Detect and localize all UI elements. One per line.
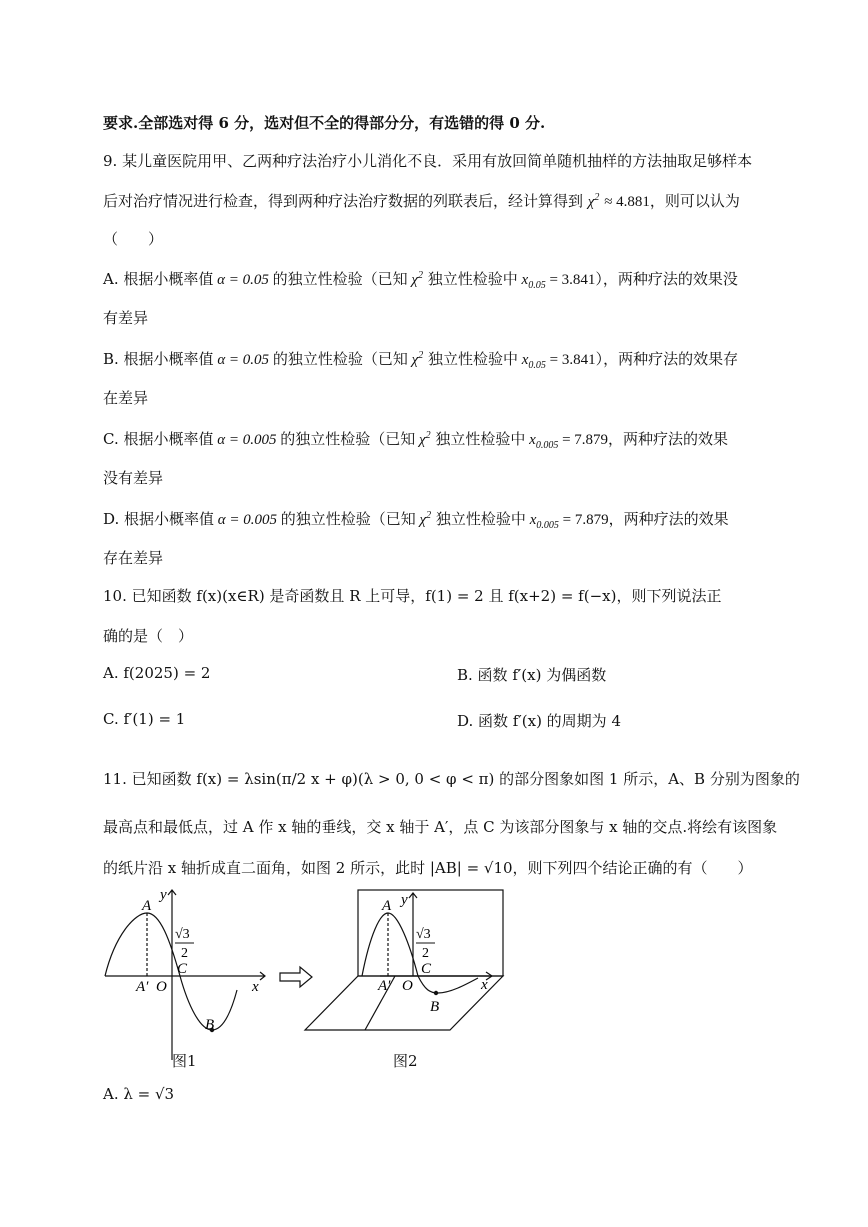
option-prefix: C. 根据小概率值 bbox=[103, 430, 214, 448]
q9-stem-line1: 9. 某儿童医院用甲、乙两种疗法治疗小儿消化不良．采用有放回简单随机抽样的方法抽取足够样本 bbox=[103, 152, 753, 170]
option-text: 的独立性检验（已知 bbox=[280, 430, 416, 448]
fig1-sine-curve bbox=[105, 913, 237, 1030]
q11-stem-line3: 的纸片沿 x 轴折成直二面角，如图 2 所示，此时 |AB| = √10，则下列四个结论正确的有（ ） bbox=[103, 859, 753, 877]
q9-stem-tail: ，则可以认为 bbox=[649, 192, 740, 210]
chi-square-symbol: $\chi^2$ bbox=[415, 430, 431, 448]
fig2-label-c: C bbox=[421, 961, 432, 977]
figure-2-caption: 图2 bbox=[393, 1052, 418, 1070]
alpha-value: α = 0.05 bbox=[213, 352, 273, 368]
option-text: 的独立性检验（已知 bbox=[280, 510, 416, 528]
option-prefix: A. 根据小概率值 bbox=[103, 270, 214, 288]
option-text: 独立性检验中 bbox=[431, 510, 526, 528]
fig2-point-b bbox=[434, 991, 438, 995]
option-text: ），两种疗法的效果存 bbox=[595, 350, 739, 368]
fig2-lower-curve bbox=[418, 976, 478, 993]
critical-symbol: $x_{0.05}$ bbox=[517, 352, 546, 371]
fig2-label-sqrt3: √3 bbox=[416, 927, 431, 942]
alpha-value: α = 0.005 bbox=[214, 512, 281, 528]
option-text: 的独立性检验（已知 bbox=[272, 350, 408, 368]
chi-square-symbol: $\chi^2$ bbox=[407, 270, 423, 288]
critical-value: = 3.841 bbox=[545, 272, 596, 288]
alpha-value: α = 0.005 bbox=[213, 432, 281, 448]
fig1-label-sqrt3: √3 bbox=[175, 927, 190, 942]
q9-answer-paren: （ ） bbox=[103, 230, 164, 248]
chi-square-value: ≈ 4.881 bbox=[604, 194, 650, 210]
q11-stem-line2: 最高点和最低点，过 A 作 x 轴的垂线，交 x 轴于 A′，点 C 为该部分图象与 x 轴的交点.将绘有该图象 bbox=[103, 818, 778, 836]
q11-stem-line1: 11. 已知函数 f(x) = λsin(π/2 x + φ)(λ > 0, 0 < φ < π) 的部分图象如图 1 所示，A、B 分别为图象的 bbox=[103, 770, 800, 788]
option-text: 独立性检验中 bbox=[423, 270, 518, 288]
fig2-upper-curve bbox=[362, 913, 418, 976]
figure-1-graph bbox=[100, 885, 275, 1070]
scoring-requirement: 要求.全部选对得 6 分，选对但不全的得部分分，有选错的得 0 分. bbox=[103, 114, 546, 132]
critical-value: = 7.879 bbox=[558, 512, 609, 528]
critical-symbol: $x_{0.005}$ bbox=[525, 432, 559, 451]
critical-symbol: $x_{0.005}$ bbox=[525, 512, 559, 531]
q10-stem-line2: 确的是（ ） bbox=[103, 627, 194, 645]
q9-option-c-continued: 没有差异 bbox=[103, 469, 164, 487]
option-text: ），两种疗法的效果没 bbox=[595, 270, 738, 288]
q10-stem-line1: 10. 已知函数 f(x)(x∈R) 是奇函数且 R 上可导，f(1) = 2 且 f(x+2) = f(−x)，则下列说法正 bbox=[103, 587, 722, 605]
fig1-label-x: x bbox=[252, 979, 259, 995]
q9-option-d-continued: 存在差异 bbox=[103, 549, 164, 567]
fig1-label-o: O bbox=[156, 979, 167, 995]
option-text: 的独立性检验（已知 bbox=[272, 270, 408, 288]
q9-option-b bbox=[103, 348, 738, 371]
option-text: ，两种疗法的效果 bbox=[608, 430, 729, 448]
fig1-label-a-prime: A′ bbox=[136, 979, 149, 995]
fig2-label-b: B bbox=[430, 999, 440, 1015]
critical-symbol: $x_{0.05}$ bbox=[517, 272, 546, 291]
alpha-value: α = 0.05 bbox=[213, 272, 273, 288]
q9-option-b-continued: 在差异 bbox=[103, 389, 149, 407]
q9-option-c bbox=[103, 428, 728, 451]
q9-stem-line2 bbox=[103, 190, 740, 211]
chi-square-symbol: $\chi^2$ bbox=[407, 350, 424, 368]
fig2-label-a-prime: A′ bbox=[378, 978, 391, 994]
critical-value: = 3.841 bbox=[545, 352, 596, 368]
fig1-label-a: A bbox=[142, 898, 152, 914]
option-prefix: D. 根据小概率值 bbox=[103, 510, 215, 528]
critical-value: = 7.879 bbox=[558, 432, 609, 448]
chi-square-symbol: $\chi^2$ bbox=[587, 192, 600, 210]
q10-option-c: C. f′(1) = 1 bbox=[103, 710, 186, 728]
option-text: 独立性检验中 bbox=[423, 350, 518, 368]
option-prefix: B. 根据小概率值 bbox=[103, 350, 214, 368]
q9-stem-text: 后对治疗情况进行检查，得到两种疗法治疗数据的列联表后，经计算得到 bbox=[103, 192, 584, 210]
fig1-label-b: B bbox=[205, 1017, 215, 1033]
chi-square-symbol: $\chi^2$ bbox=[415, 510, 432, 528]
fig2-label-x: x bbox=[481, 977, 488, 993]
fig2-label-two: 2 bbox=[422, 946, 429, 961]
fig2-label-y: y bbox=[401, 892, 408, 908]
fig1-label-two: 2 bbox=[181, 946, 188, 961]
q9-option-d bbox=[103, 508, 729, 531]
q9-option-a bbox=[103, 268, 738, 291]
option-text: 独立性检验中 bbox=[430, 430, 526, 448]
q10-option-a: A. f(2025) = 2 bbox=[103, 664, 211, 682]
q9-option-a-continued: 有差异 bbox=[103, 309, 149, 327]
option-text: ，两种疗法的效果 bbox=[608, 510, 729, 528]
q10-option-b: B. 函数 f′(x) 为偶函数 bbox=[457, 666, 607, 684]
figure-2-folded-graph bbox=[300, 885, 510, 1035]
q10-option-d: D. 函数 f′(x) 的周期为 4 bbox=[457, 712, 621, 730]
figure-1-caption: 图1 bbox=[172, 1052, 197, 1070]
q11-option-a: A. λ = √3 bbox=[103, 1085, 175, 1103]
fig2-label-o: O bbox=[402, 978, 413, 994]
fig2-label-a: A bbox=[382, 898, 392, 914]
fig1-label-y: y bbox=[160, 887, 167, 903]
fig1-label-c: C bbox=[177, 961, 188, 977]
